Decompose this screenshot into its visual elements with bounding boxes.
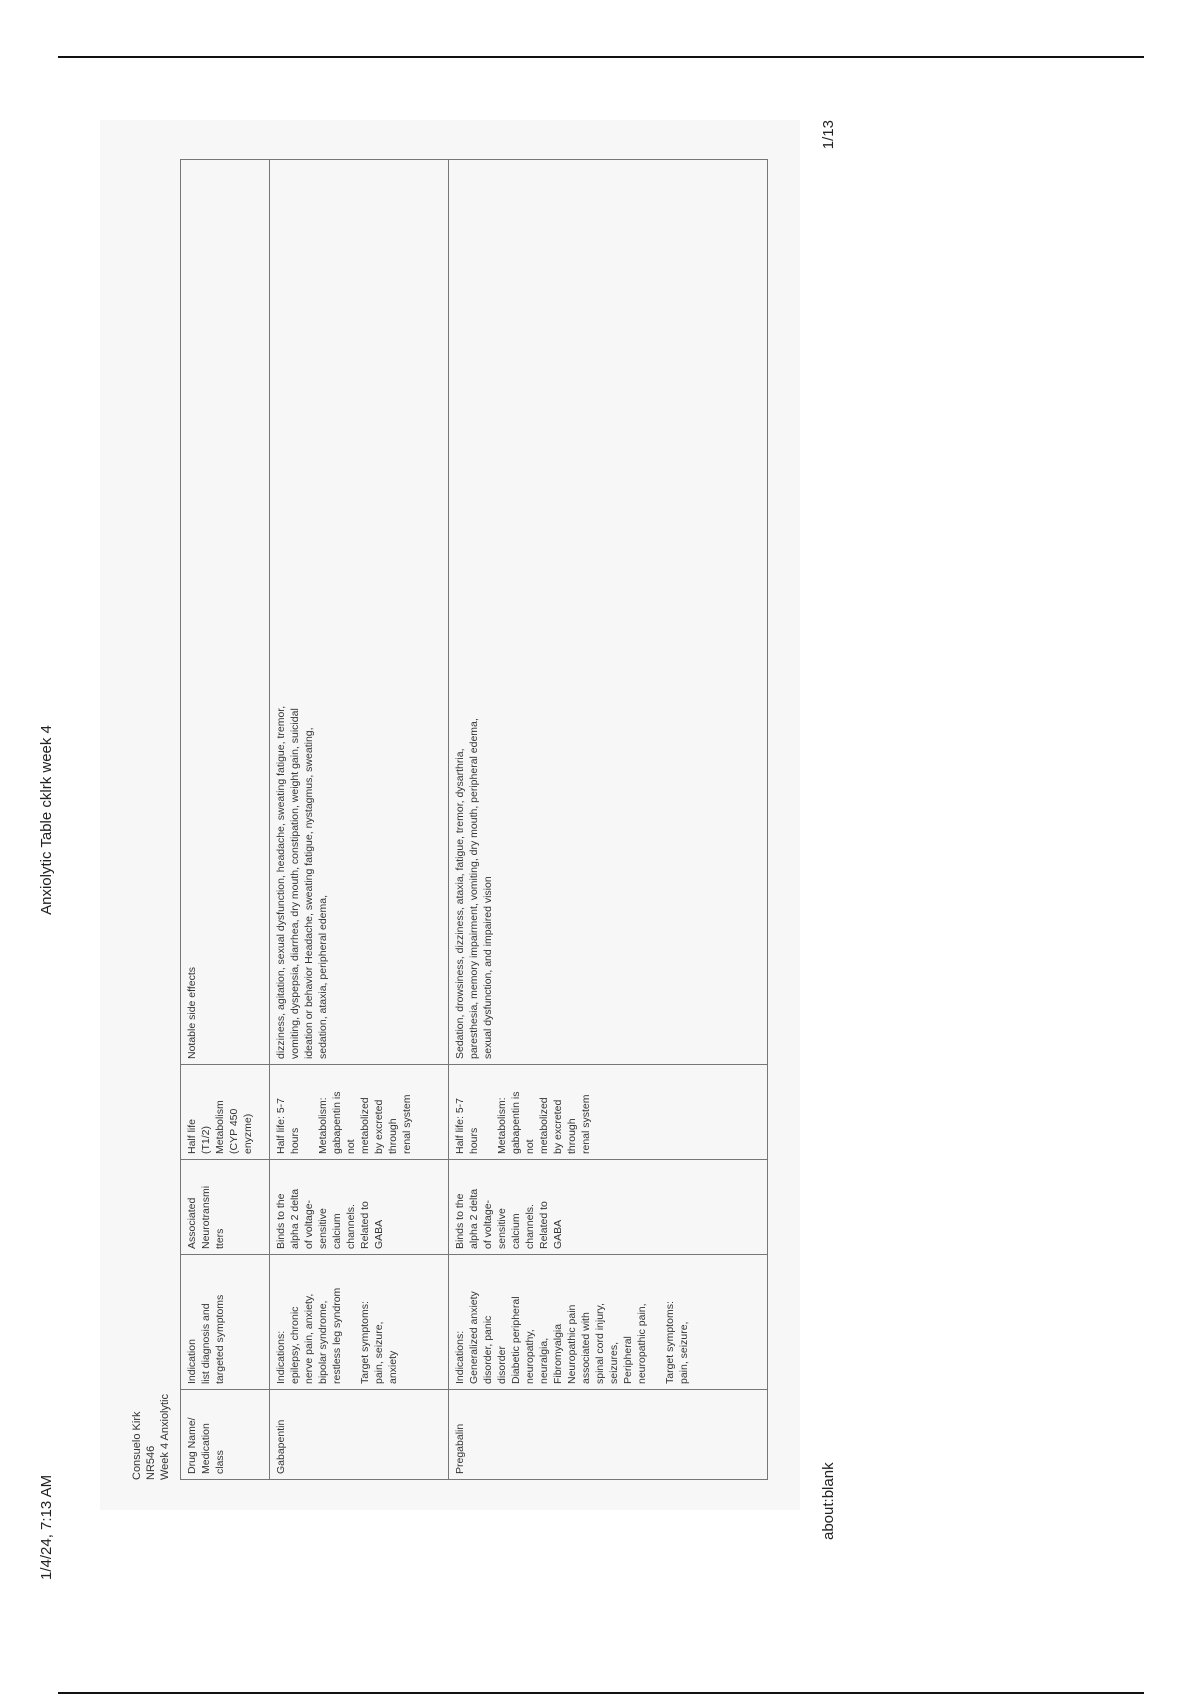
page-number: 1/13 <box>820 120 837 150</box>
header-cell: Notable side effects <box>181 160 270 1065</box>
indication-cell: Indications: epilepsy, chronic nerve pain, anxiety, bipolar syndrome, restless leg syndrom Target symptoms: pain, seizure, anxiety <box>270 1255 449 1390</box>
side-effects-cell: dizziness, agitation, sexual dysfunction, headache, sweating fatigue, tremor, vomiting, dyspepsia, diarrhea, dry mouth, constipation, weight gain, suicidal ideation or behavior Headache, sweating fatigue, nystagmus, sweating, sedation, ataxia, peripheral edema, <box>270 160 449 1065</box>
drug-name-cell: Gabapentin <box>270 1390 449 1480</box>
assignment-title: Week 4 Anxiolytic <box>159 1393 171 1480</box>
table-header-row <box>181 160 270 1480</box>
anxiolytic-table <box>180 159 768 1480</box>
neurotransmitter-cell: Binds to the alpha 2 delta of voltage- sensitive calcium channels. Related to GABA <box>270 1160 449 1255</box>
course-code: NR546 <box>145 1445 157 1480</box>
drug-name-cell: Pregabalin <box>449 1390 768 1480</box>
header-cell: Half life (T1/2) Metabolism (CYP 450 enyzme) <box>181 1065 270 1160</box>
author-name: Consuelo Kirk <box>131 1411 143 1480</box>
top-rule <box>58 56 1144 58</box>
neurotransmitter-cell: Binds to the alpha 2 delta of voltage- sensitive calcium channels. Related to GABA <box>449 1160 768 1255</box>
print-title: Anxiolytic Table cklrk week 4 <box>38 725 55 915</box>
rotated-page <box>20 60 837 1580</box>
table-row <box>449 160 768 1480</box>
table-row <box>270 160 449 1480</box>
print-url: about:blank <box>820 1462 837 1540</box>
bottom-rule <box>58 1692 1144 1694</box>
half-life-cell: Half life: 5-7 hours Metabolism: gabapentin is not metabolized by excreted through renal system <box>270 1065 449 1160</box>
side-effects-cell: Sedation, drowsiness, dizziness, ataxia, fatigue, tremor, dysarthria, paresthesia, memory impairment, vomiting, dry mouth, peripheral edema, sexual dysfunction, and impaired vision <box>449 160 768 1065</box>
header-cell: Associated Neurotransmi tters <box>181 1160 270 1255</box>
half-life-cell: Half life: 5-7 hours Metabolism: gabapentin is not metabolized by excreted through renal system <box>449 1065 768 1160</box>
author-block <box>130 1394 172 1480</box>
indication-cell: Indications: Generalized anxiety disorder, panic disorder Diabetic peripheral neuropathy, neuralgia, Fibromyalgia Neuropathic pain associated with spinal cord injury, seizures, Peripheral neuropathic pain, Target symptoms: pain, seizure, <box>449 1255 768 1390</box>
header-cell: Drug Name/ Medication class <box>181 1390 270 1480</box>
print-datetime: 1/4/24, 7:13 AM <box>38 1474 55 1580</box>
header-cell: Indication list diagnosis and targeted symptoms <box>181 1255 270 1390</box>
